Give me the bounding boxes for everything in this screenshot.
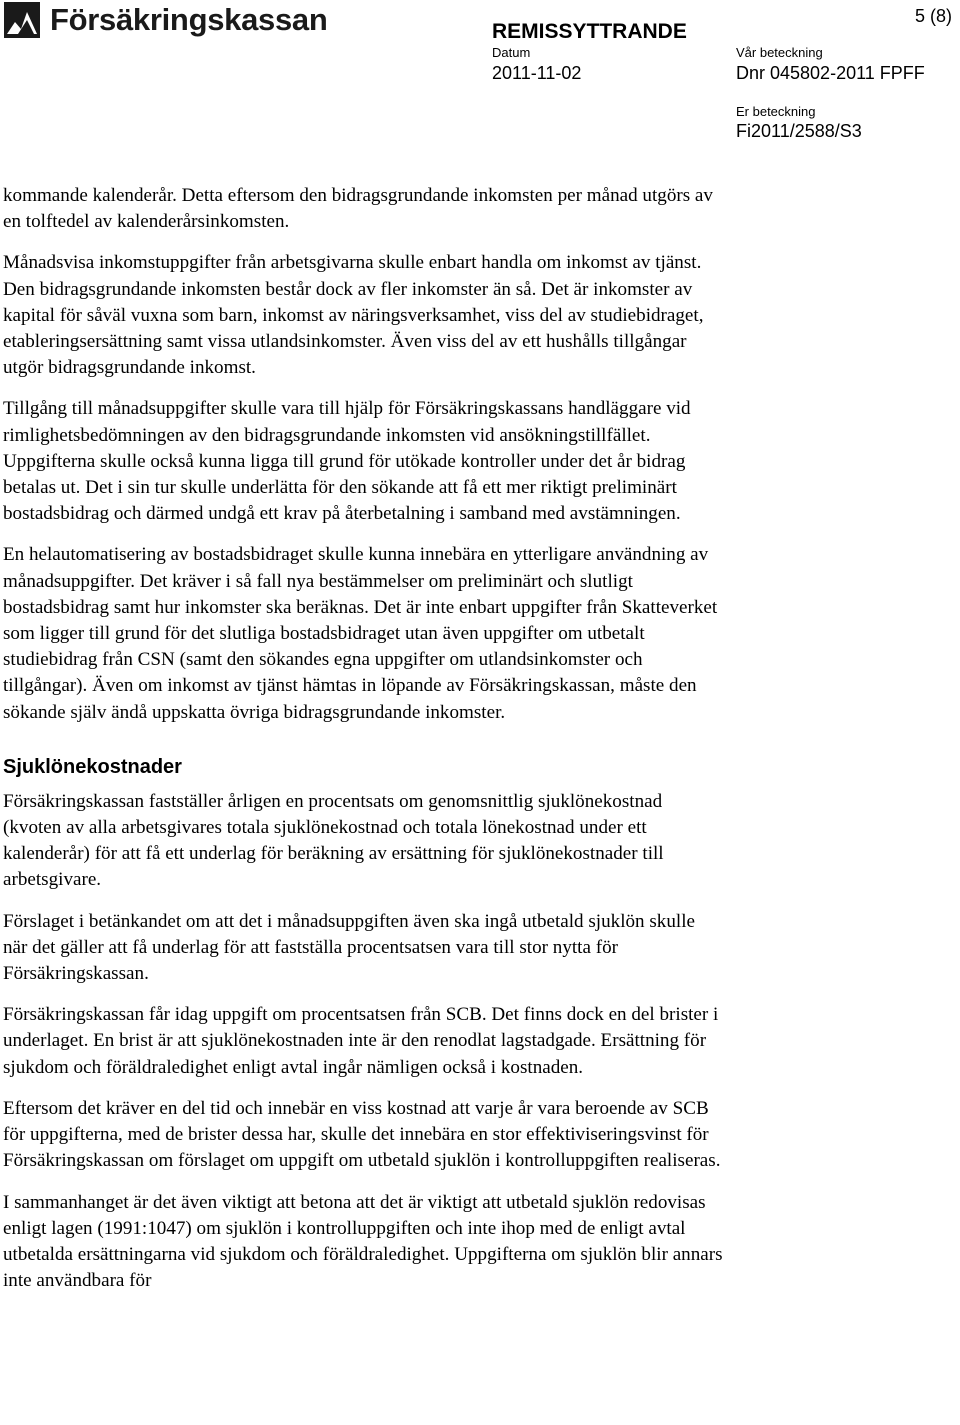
datum-label: Datum — [492, 45, 531, 60]
er-beteckning-label: Er beteckning — [736, 104, 816, 119]
logo-mark-icon — [4, 2, 40, 38]
paragraph: Förslaget i betänkandet om att det i månadsuppgiften även ska ingå utbetald sjuklön skulle när det gäller att få underlag för att fastställa procentsatsen vara till stor nytta för Försäkringskassan. — [3, 910, 695, 985]
paragraph: Försäkringskassan fastställer årligen en procentsats om genomsnittlig sjuklönekostnad (kvoten av alla arbetsgivares totala sjuklönekostnad och totala lönekostnad under ett kalenderår) för att få ett underlag för beräkning av ersättning för sjuklönekostnader till arbetsgivare. — [3, 790, 664, 891]
paragraph: Försäkringskassan får idag uppgift om procentsatsen från SCB. Det finns dock en del brister i underlaget. En brist är att sjuklönekostnaden inte är den renodlat lagstadgade. Ersättning för sjukdom och föräldraledighet enligt avtal ingår nämligen också i kostnaden. — [3, 1004, 719, 1078]
paragraph: Månadsvisa inkomstuppgifter från arbetsgivarna skulle enbart handla om inkomst av tjänst. Den bidragsgrundande inkomsten består dock av fler inkomster än så. Det är inkomster av kapital för såväl vuxna som barn, inkomst av näringsverksamhet, viss del av studiebidraget, etableringsersättning samt vissa utlandsinkomster. Även viss del av ett hushålls tillgångar utgör bidragsgrundande inkomst. — [3, 252, 704, 379]
var-beteckning-value: Dnr 045802-2011 FPFF — [736, 63, 925, 83]
document-type: REMISSYTTRANDE — [492, 20, 687, 43]
page-number: 5 (8) — [914, 6, 952, 26]
paragraph: kommande kalenderår. Detta eftersom den bidragsgrundande inkomsten per månad utgörs av en tolftedel av kalenderårsinkomsten. — [3, 185, 713, 233]
forsakringskassan-logo — [4, 2, 328, 38]
er-beteckning-value: Fi2011/2588/S3 — [736, 121, 862, 141]
paragraph: En helautomatisering av bostadsbidraget skulle kunna innebära en ytterligare användning av månadsuppgifter. Det kräver i så fall nya bestämmelser om preliminärt och slutligt bostadsbidrag samt hur inkomster ska beräknas. Det är inte enbart uppgifter från Skatteverket som ligger till grund för det slutliga bostadsbidraget utan även uppgifter om utbetalt studiebidrag från CSN (samt den sökandes egna uppgifter om utlandsinkomster och tillgångar). Även om inkomst av tjänst hämtas in löpande av Försäkringskassan, måste den sökande själv ändå uppskatta övriga bidragsgrundande inkomster. — [3, 544, 718, 723]
paragraph: Eftersom det kräver en del tid och innebär en viss kostnad att varje år vara beroende av SCB för uppgifterna, med de brister dessa har, skulle det innebära en stor effektiviseringsvinst för Försäkringskassan om förslaget om uppgift om utbetald sjuklön i kontrolluppgiften realiseras. — [3, 1097, 721, 1172]
logo-text: Försäkringskassan — [50, 2, 328, 37]
section-heading: Sjuklönekostnader — [3, 755, 182, 778]
datum-value: 2011-11-02 — [492, 63, 582, 83]
paragraph: Tillgång till månadsuppgifter skulle vara till hjälp för Försäkringskassans handläggare vid rimlighetsbedömningen av den bidragsgrundande inkomsten vid ansökningstillfället. Uppgifterna skulle också kunna ligga till grund för utökade kontroller under det år bidrag betalas ut. Det i sin tur skulle underlätta för den sökande att få ett mer riktigt preliminärt bostadsbidrag och därmed undgå ett krav på återbetalning i samband med avstämningen. — [3, 398, 691, 525]
var-beteckning-label: Vår beteckning — [736, 45, 823, 60]
document-body — [3, 183, 723, 1309]
paragraph: I sammanhanget är det även viktigt att betona att det är viktigt att utbetald sjuklön redovisas enligt lagen (1991:1047) om sjuklön i kontrolluppgiften och inte ihop med de enligt avtal utbetalda ersättningarna vid sjukdom och föräldraledighet. Uppgifterna om sjuklön blir annars inte användbara för — [3, 1191, 723, 1292]
